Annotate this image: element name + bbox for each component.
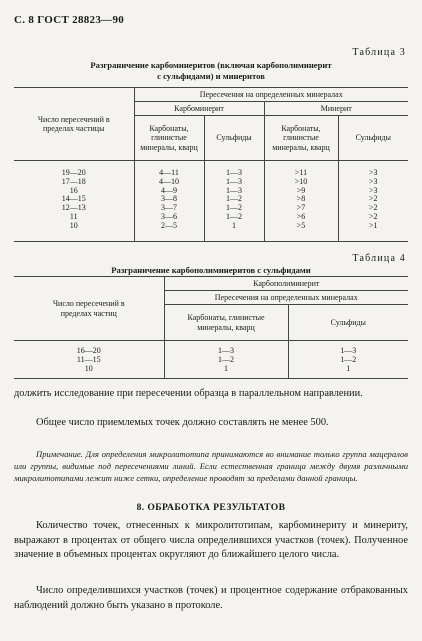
table3-col-1: Карбонаты, глинистые минералы, кварц [134,116,204,161]
table3-col-min-sulf [338,161,408,242]
table4-col-1 [164,305,288,341]
table-cell: 1—3 [226,185,242,195]
table-cell: >3 [368,185,378,195]
table-cell: 1—3 [340,346,357,355]
table-cell: >11 [294,168,308,177]
table-cell: >3 [368,176,378,186]
paragraph-total-points: Общее число приемлемых точек должно составлять не менее 500. [36,417,329,428]
table-cell: 4—10 [159,176,179,186]
table-cell: >1 [368,220,378,230]
table-cell: 16—20 [76,346,101,355]
table-cell: 16 [69,185,78,195]
table-cell: 1 [346,363,351,373]
table3-col-count [14,161,134,242]
table4-col-2: Сульфиды [288,305,408,341]
table4-title: Разграничение карбополиминеритов с сульфидами [111,265,311,275]
table3-sub-carbomineral: Карбоминерит [134,102,264,116]
table-cell: 3—7 [161,203,177,213]
table4-col-count [14,341,164,379]
paragraph-protocol: Число определившихся участков (точек) и процентное содержание отбракованных наблюдений должно быть указано в протоколе. [14,585,408,611]
table3-row-header [14,88,134,161]
table-cell: 1—3 [226,168,242,177]
table3-col-4: Сульфиды [338,116,408,161]
table-cell: 1—2 [226,211,242,221]
table-cell: 1—2 [218,354,234,364]
table-cell: 3—8 [161,194,177,204]
table-cell: 11—15 [76,354,101,364]
table-cell: 2—5 [161,220,177,230]
table-cell: >9 [296,185,306,195]
table-cell: 10 [84,363,93,373]
table-cell: >2 [368,194,378,204]
table4-label: Таблица 4 [352,253,406,264]
table-cell: 1 [232,220,236,230]
table3-row-header-text: Число пересечений в пределах частицы [37,114,110,133]
paragraph-continuation: должить исследование при пересечении образца в параллельном направлении. [14,388,363,399]
table3-col-carb [134,161,204,242]
table-cell: >3 [368,168,378,177]
table3-col-min-carb [264,161,338,242]
table4-row-header [14,277,164,341]
table-cell: 1—3 [218,346,234,355]
note-paragraph: Примечание. Для определения микролитотипа принимаются во внимание только группа мацералов или группы, видимые под пересечениями линий. Если естественная граница между двумя различными микролитотипами лежит ниже сетки, определение проводят за пределами данной границы. [14,449,408,483]
table-cell: >6 [296,211,306,221]
table4 [14,276,408,379]
table3-label: Таблица 3 [352,47,406,58]
table4-col-carb [164,341,288,379]
table-cell: 1—2 [226,203,242,213]
table3 [14,87,408,242]
table4-row-header-text: Число пересечений в пределах частиц [52,299,125,318]
table-cell: >5 [296,220,306,230]
table-cell: 10 [69,220,78,230]
table-cell: 14—15 [61,194,86,204]
table-cell: 1—2 [340,354,357,364]
table-cell: 1 [224,363,228,373]
table-cell: 11 [69,211,78,221]
table-cell: 12—13 [61,203,86,213]
table-cell: >8 [296,194,306,204]
paragraph-results: Количество точек, отнесенных к микролитотипам, карбоминериту и минериту, выражают в процентах от общего числа определившихся участков (точек). Полученное значение в объемных процентах округляют до ближайшего целого числа. [14,520,408,560]
page-header: С. 8 ГОСТ 28823—90 [14,14,125,26]
table-cell: >2 [368,203,378,213]
table-cell: 17—18 [61,176,86,186]
table3-sub-mineral: Минерит [264,102,408,116]
table3-col-sulf [204,161,264,242]
table3-col-3: Карбонаты, глинистые минералы, кварц [264,116,338,161]
table-cell: 4—9 [161,185,177,195]
table4-col-sulf [288,341,408,379]
table-cell: 1—3 [226,176,242,186]
table4-sub-header: Пересечения на определенных минералах [164,291,408,305]
table3-title-line1: Разграничение карбоминеритов (включая карбополиминерит [90,60,332,70]
table-cell: >2 [368,211,378,221]
table-cell: 4—11 [159,168,179,177]
table-cell: >10 [294,176,308,186]
table-cell: 19—20 [61,168,86,177]
table3-col-2: Сульфиды [204,116,264,161]
table4-col-1-text: Карбонаты, глинистые минералы, кварц [187,313,265,332]
table4-group-header: Карбополиминерит [164,277,408,291]
table3-title-line2: с сульфидами) и минеритов [157,71,265,81]
table-cell: 1—2 [226,194,242,204]
table3-group-header: Пересечения на определенных минералах [134,88,408,102]
table-cell: 3—6 [161,211,177,221]
section-title: 8. ОБРАБОТКА РЕЗУЛЬТАТОВ [136,502,286,513]
table3-title [14,60,408,82]
table-cell: >7 [296,203,306,213]
